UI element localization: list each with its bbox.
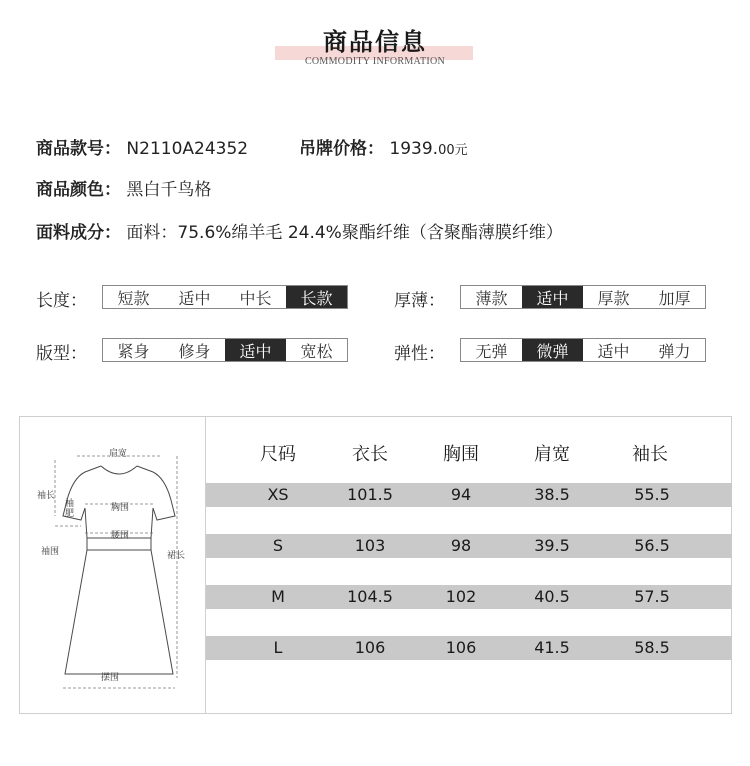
measurement-diagram	[19, 416, 206, 714]
length-label: 长度：	[36, 291, 87, 311]
price-value	[389, 139, 467, 159]
table-cell: 41.5	[534, 638, 570, 657]
info-row-style-number	[36, 134, 248, 159]
thickness-option: 适中	[522, 286, 583, 308]
table-cell-size: M	[271, 587, 285, 606]
length-option: 适中	[178, 288, 211, 308]
length-option: 长款	[286, 286, 347, 308]
table-cell-size: L	[273, 638, 283, 657]
table-row	[0, 483, 750, 507]
table-cell-size: XS	[267, 485, 289, 504]
table-cell: 104.5	[347, 587, 393, 606]
table-cell: 57.5	[634, 587, 670, 606]
fabric-label: 面料成分：	[36, 223, 121, 243]
thickness-option: 加厚	[658, 288, 691, 308]
table-cell: 56.5	[634, 536, 670, 555]
fabric-value: 面料：75.6%绵羊毛 24.4%聚酯纤维（含聚酯薄膜纤维）	[126, 223, 563, 243]
price-label: 吊牌价格：	[299, 139, 384, 159]
info-row-fabric	[36, 218, 563, 243]
length-option: 短款	[117, 288, 150, 308]
price-number: 1939.	[389, 139, 439, 159]
table-cell: 106	[445, 638, 477, 657]
diagram-label-sleeve-width-b: 肥	[65, 509, 75, 519]
fit-option: 宽松	[300, 341, 333, 361]
section-subtitle: COMMODITY INFORMATION	[304, 56, 446, 67]
info-row-price	[299, 134, 468, 159]
diagram-label-skirt-length: 裙长	[167, 551, 186, 561]
length-option: 中长	[239, 288, 272, 308]
table-cell: 94	[450, 485, 472, 504]
table-cell: 103	[354, 536, 386, 555]
table-row	[0, 636, 750, 660]
fit-option: 紧身	[117, 341, 150, 361]
fit-option: 修身	[178, 341, 211, 361]
diagram-label-bust: 胸围	[111, 503, 130, 513]
column-header: 肩宽	[534, 444, 570, 465]
table-row	[0, 585, 750, 609]
column-header: 尺码	[260, 444, 296, 465]
column-header: 袖长	[632, 444, 668, 465]
thickness-option: 厚款	[597, 288, 630, 308]
table-cell: 101.5	[347, 485, 393, 504]
diagram-label-shoulder: 肩宽	[109, 449, 128, 459]
table-row	[0, 534, 750, 558]
table-cell-size: S	[272, 536, 284, 555]
fit-selector	[102, 338, 348, 362]
diagram-label-hem: 摆围	[101, 673, 120, 683]
table-cell: 98	[450, 536, 472, 555]
column-header: 胸围	[443, 444, 479, 465]
diagram-label-sleeve-length: 袖长	[37, 491, 56, 501]
section-title: 商品信息	[323, 28, 427, 56]
thickness-label: 厚薄：	[394, 291, 445, 311]
table-cell: 40.5	[534, 587, 570, 606]
diagram-label-cuff: 袖围	[41, 547, 60, 557]
table-cell: 102	[445, 587, 477, 606]
fit-label: 版型：	[36, 344, 87, 364]
fit-option: 适中	[225, 339, 286, 361]
thickness-selector	[460, 285, 706, 309]
table-cell: 106	[354, 638, 386, 657]
stretch-option: 无弹	[475, 341, 508, 361]
diagram-label-waist: 腰围	[111, 531, 130, 541]
stretch-option: 微弹	[522, 339, 583, 361]
stretch-option: 弹力	[658, 341, 691, 361]
stretch-label: 弹性：	[394, 344, 445, 364]
table-cell: 55.5	[634, 485, 670, 504]
info-row-color	[36, 175, 211, 200]
color-label: 商品颜色：	[36, 180, 121, 200]
table-cell: 58.5	[634, 638, 670, 657]
color-value: 黑白千鸟格	[126, 180, 212, 200]
stretch-option: 适中	[597, 341, 630, 361]
column-header: 衣长	[352, 444, 388, 465]
table-cell: 39.5	[534, 536, 570, 555]
thickness-option: 薄款	[475, 288, 508, 308]
price-unit: 00元	[438, 143, 468, 158]
style-number-label: 商品款号：	[36, 139, 121, 159]
style-number-value: N2110A24352	[126, 139, 249, 159]
length-selector	[102, 285, 348, 309]
stretch-selector	[460, 338, 706, 362]
diagram-label-sleeve-width-a: 袖	[65, 499, 75, 509]
table-cell: 38.5	[534, 485, 570, 504]
